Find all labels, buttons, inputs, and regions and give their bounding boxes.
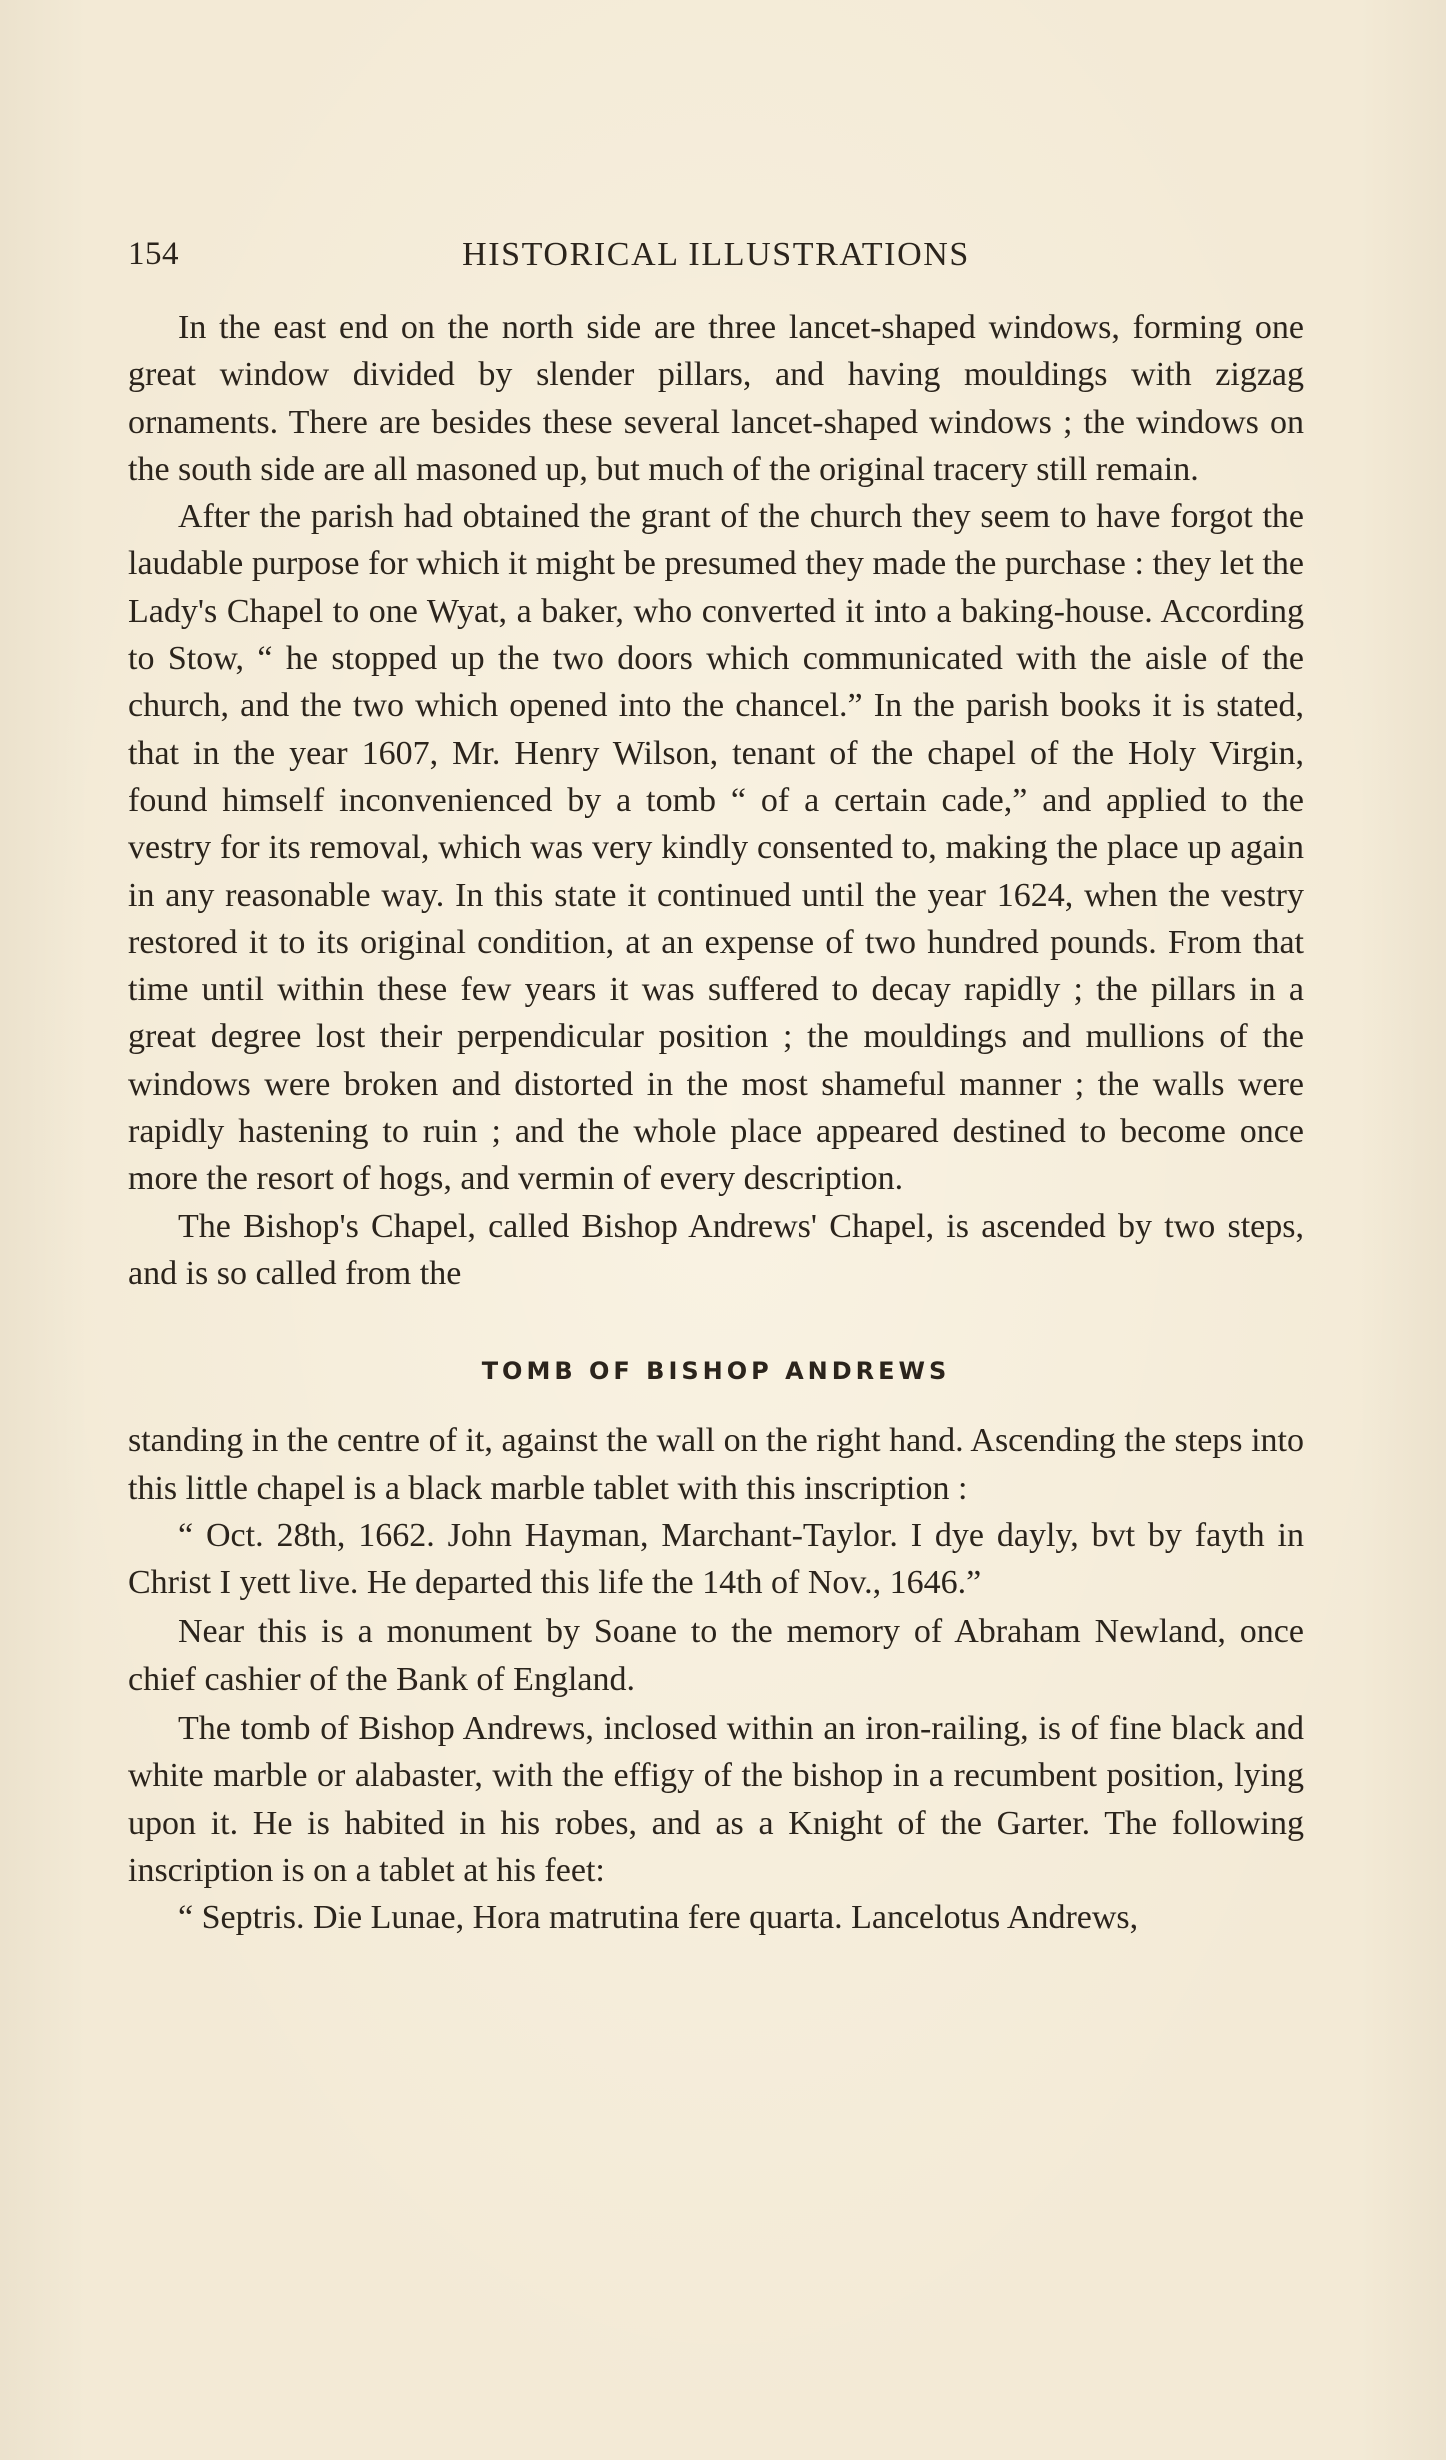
- paragraph-east-end-windows: In the east end on the north side are three lancet-shaped windows, forming one great window divided by slender pillars, and having mouldings with zigzag ornaments. There are besides these several lancet-shaped windows ; the windows on the south side are all masoned up, but much of the original tracery still remain.: [128, 309, 1304, 488]
- page-number: 154: [128, 236, 179, 272]
- paragraph-tomb-description: The tomb of Bishop Andrews, inclosed within an iron-railing, is of fine black and white marble or alabaster, with the effigy of the bishop in a recumbent position, lying upon it. He is habited in his robes, and as a Knight of the Garter. The following inscription is on a tablet at his feet:: [128, 1710, 1304, 1889]
- paragraph-latin-inscription: “ Septris. Die Lunae, Hora matrutina fere quarta. Lancelotus Andrews,: [178, 1899, 1139, 1937]
- paragraph-standing-in-centre: standing in the centre of it, against the wall on the right hand. Ascending the steps into this little chapel is a black marble tablet with this inscription :: [128, 1422, 1304, 1507]
- body-text: [128, 304, 1304, 1942]
- running-head: [128, 236, 1304, 276]
- paragraph-newland-monument: Near this is a monument by Soane to the memory of Abraham Newland, once chief cashier of the Bank of England.: [128, 1613, 1304, 1698]
- section-heading: TOMB OF BISHOP ANDREWS: [481, 1357, 951, 1386]
- running-title: HISTORICAL ILLUSTRATIONS: [462, 236, 970, 273]
- paragraph-bishops-chapel: The Bishop's Chapel, called Bishop Andrews' Chapel, is ascended by two steps, and is so called from the: [128, 1207, 1304, 1292]
- paragraph-hayman-inscription: “ Oct. 28th, 1662. John Hayman, Marchant-Taylor. I dye dayly, bvt by fayth in Christ I yett live. He departed this life the 14th of Nov., 1646.”: [128, 1516, 1304, 1602]
- paragraph-parish-grant: After the parish had obtained the grant of the church they seem to have forgot the laudable purpose for which it might be presumed they made the purchase : they let the Lady's Chapel to one Wyat, a baker, who converted it into a baking-house. According to Stow, “ he stopped up the two doors which communicated with the aisle of the church, and the two which opened into the chancel.” In the parish books it is stated, that in the year 1607, Mr. Henry Wilson, tenant of the chapel of the Holy Virgin, found himself inconvenienced by a tomb “ of a certain cade,” and applied to the vestry for its removal, which was very kindly consented to, making the place up again in any reasonable way. In this state it continued until the year 1624, when the vestry restored it to its original condition, at an expense of two hundred pounds. From that time until within these few years it was suffered to decay rapidly ; the pillars in a great degree lost their perpendicular position ; the mouldings and mullions of the windows were broken and distorted in the most shameful manner ; the walls were rapidly hastening to ruin ; and the whole place appeared destined to become once more the resort of hogs, and vermin of every description.: [128, 498, 1304, 1198]
